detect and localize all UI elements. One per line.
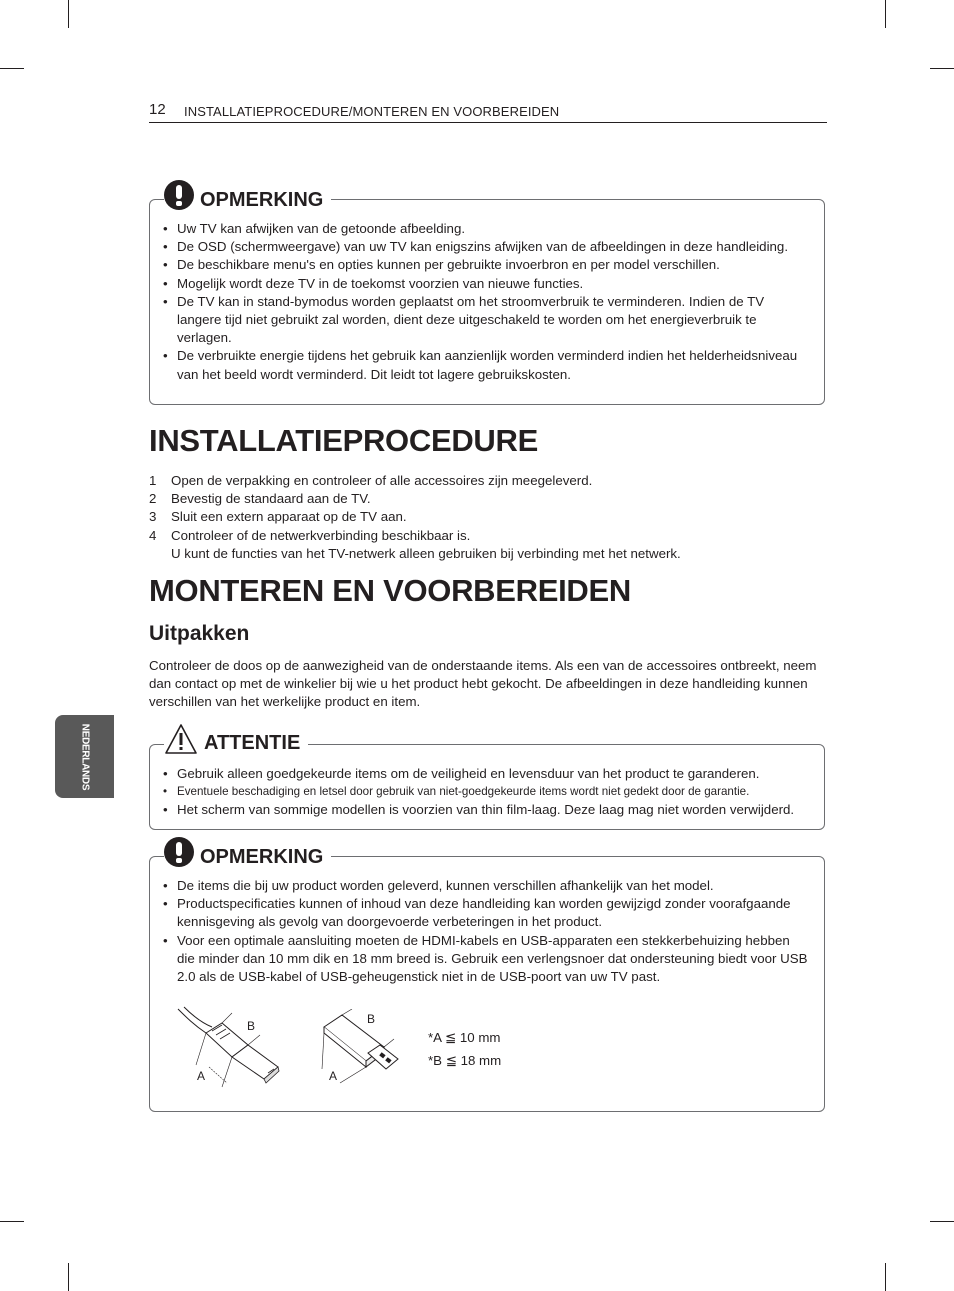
caution-list bbox=[163, 765, 810, 820]
hdmi-label-a: A bbox=[197, 1069, 206, 1083]
page-header bbox=[149, 101, 827, 123]
crop-mark bbox=[885, 0, 886, 28]
note-list bbox=[163, 220, 810, 384]
hdmi-connector-illustration bbox=[176, 1005, 286, 1089]
note-list bbox=[163, 877, 810, 986]
list-item: • Productspecificaties kunnen of inhoud van deze handleiding kan worden gewijzigd zonder voorafgaande kennisgeving als gevolg van doorgevoerde verbeteringen in het product. bbox=[163, 895, 810, 931]
list-item bbox=[149, 545, 829, 563]
step-text: Sluit een extern apparaat op de TV aan. bbox=[171, 509, 407, 525]
step-number: 3 bbox=[149, 509, 157, 525]
list-item: • Eventuele beschadiging en letsel door gebruik van niet-goedgekeurde items wordt niet gedekt door de garantie. bbox=[163, 783, 810, 801]
step-number: 1 bbox=[149, 473, 157, 488]
step-text: U kunt de functies van het TV-netwerk alleen gebruiken bij verbinding met het netwerk. bbox=[171, 545, 681, 561]
page-number: 12 bbox=[149, 101, 166, 118]
warning-triangle-icon bbox=[164, 723, 198, 755]
step-number: 4 bbox=[149, 527, 157, 543]
list-item: • Uw TV kan afwijken van de getoonde afbeelding. bbox=[163, 220, 810, 238]
dimension-b: *B ≦ 18 mm bbox=[428, 1053, 502, 1068]
crop-mark bbox=[885, 1263, 886, 1291]
crop-mark bbox=[68, 1263, 69, 1291]
caution-box bbox=[149, 732, 825, 830]
hdmi-label-b: B bbox=[247, 1019, 256, 1033]
note-box-header bbox=[164, 178, 331, 212]
note-box-header bbox=[164, 835, 331, 869]
exclamation-icon bbox=[164, 180, 194, 210]
step-number: 2 bbox=[149, 491, 157, 507]
list-item: • De TV kan in stand-bymodus worden geplaatst om het stroomverbruik te verminderen. Indien de TV langere tijd niet gebruikt zal worden, dient deze uitgeschakeld te worden om het energieverbruik te verlagen. bbox=[163, 293, 810, 348]
installation-heading: INSTALLATIEPROCEDURE bbox=[149, 423, 538, 458]
step-text: Open de verpakking en controleer of alle accessoires zijn meegeleverd. bbox=[171, 473, 593, 488]
unpacking-subheading: Uitpakken bbox=[149, 622, 250, 645]
note-box-items bbox=[149, 846, 825, 1112]
list-item: • De beschikbare menu's en opties kunnen per gebruikte invoerbron en per model verschillen. bbox=[163, 256, 810, 274]
list-item: • De items die bij uw product worden geleverd, kunnen verschillen afhankelijk van het model. bbox=[163, 877, 810, 895]
step-text: Controleer of de netwerkverbinding beschikbaar is. bbox=[171, 527, 471, 543]
crop-mark bbox=[930, 68, 954, 69]
crop-mark bbox=[930, 1221, 954, 1222]
usb-label-a: A bbox=[329, 1069, 338, 1083]
list-item: • Het scherm van sommige modellen is voorzien van thin film-laag. Deze laag mag niet worden verwijderd. bbox=[163, 801, 810, 819]
list-item bbox=[149, 527, 829, 545]
note-title: OPMERKING bbox=[200, 846, 324, 868]
list-item bbox=[149, 490, 829, 508]
step-text: Bevestig de standaard aan de TV. bbox=[171, 491, 371, 507]
caution-title: ATTENTIE bbox=[204, 732, 301, 754]
language-tab bbox=[55, 715, 114, 798]
crop-mark bbox=[0, 68, 24, 69]
caution-box-header bbox=[164, 721, 308, 755]
exclamation-icon bbox=[164, 837, 194, 867]
usb-label-b: B bbox=[367, 1012, 376, 1026]
running-title: INSTALLATIEPROCEDURE/MONTEREN EN VOORBEREIDEN bbox=[184, 104, 560, 119]
language-tab-label: NEDERLANDS bbox=[79, 723, 90, 790]
dimension-a: *A ≦ 10 mm bbox=[428, 1030, 501, 1045]
list-item bbox=[149, 508, 829, 526]
crop-mark bbox=[0, 1221, 24, 1222]
unpacking-paragraph: Controleer de doos op de aanwezigheid van de onderstaande items. Als een van de accessoires ontbreekt, neem dan contact op met de winkelier bij wie u het product hebt gekocht. De afbeeldingen in deze handleiding kunnen verschillen van het werkelijke product en item. bbox=[149, 658, 817, 710]
installation-steps bbox=[149, 472, 829, 563]
list-item: • Gebruik alleen goedgekeurde items om de veiligheid en levensduur van het product te garanderen. bbox=[163, 765, 810, 783]
list-item: • De verbruikte energie tijdens het gebruik kan aanzienlijk worden verminderd indien het helderheidsniveau van het beeld wordt verminderd. Dit leidt tot lagere gebruikskosten. bbox=[163, 347, 810, 383]
crop-mark bbox=[68, 0, 69, 28]
list-item: • Voor een optimale aansluiting moeten de HDMI-kabels en USB-apparaten een stekkerbehuizing hebben die minder dan 10 mm dik en 18 mm breed is. Gebruik een verlengsnoer dat ondersteuning biedt voor USB 2.0 als de USB-kabel of USB-geheugenstick niet in de USB-poort van uw TV past. bbox=[163, 932, 810, 987]
list-item: • Mogelijk wordt deze TV in de toekomst voorzien van nieuwe functies. bbox=[163, 275, 810, 293]
list-item bbox=[149, 472, 829, 490]
mounting-heading: MONTEREN EN VOORBEREIDEN bbox=[149, 573, 631, 608]
note-box-general bbox=[149, 189, 825, 405]
note-title: OPMERKING bbox=[200, 189, 324, 211]
list-item: • De OSD (schermweergave) van uw TV kan enigszins afwijken van de afbeeldingen in deze handleiding. bbox=[163, 238, 810, 256]
